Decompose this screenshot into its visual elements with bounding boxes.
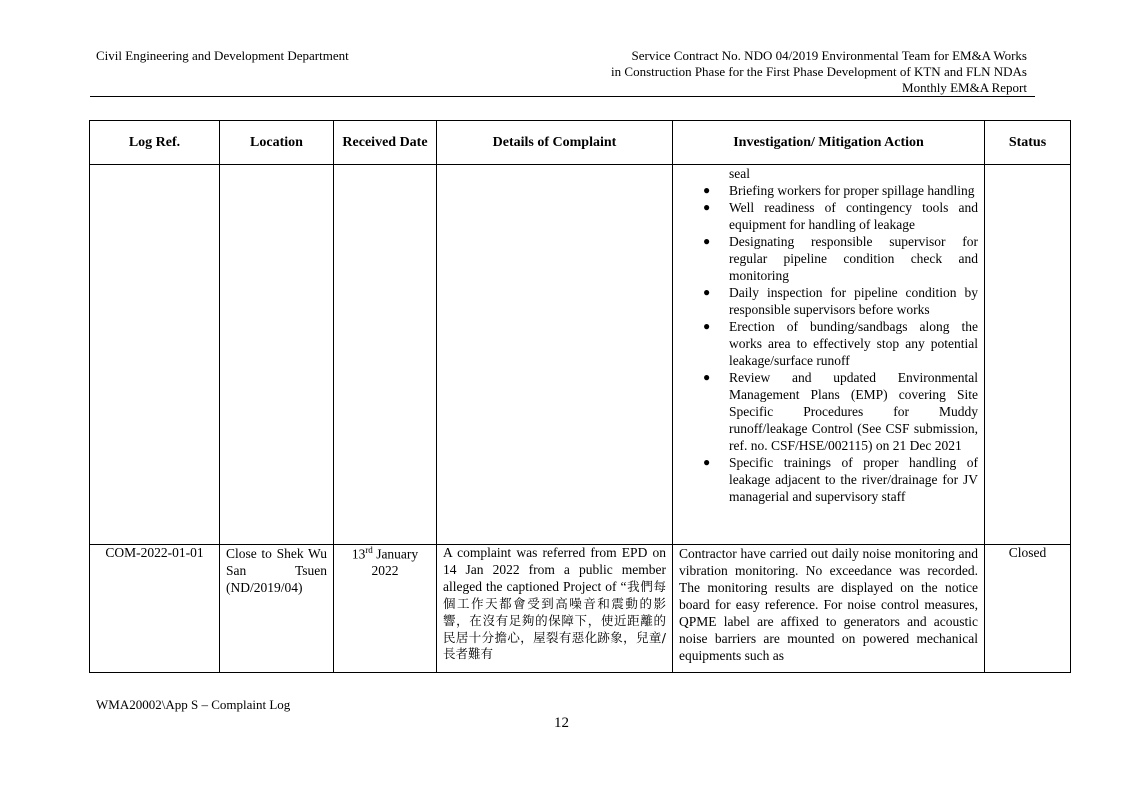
page-number: 12	[554, 715, 569, 731]
col-header-log-ref: Log Ref.	[90, 121, 220, 165]
list-item: ● Erection of bunding/sandbags along the works area to effectively stop any potential leakage/surface runoff	[703, 319, 978, 368]
list-item: ● Briefing workers for proper spillage handling	[703, 183, 975, 198]
list-item-lead: seal	[729, 166, 750, 181]
bullet-icon: ●	[703, 370, 711, 384]
continued-actions-cell	[673, 165, 985, 545]
footer-left: WMA20002\App S – Complaint Log	[96, 697, 291, 712]
bullet-icon: ●	[703, 319, 711, 333]
bullet-icon: ●	[703, 200, 711, 214]
col-header-location: Location	[220, 121, 334, 165]
mitigation-action-list	[679, 165, 978, 505]
table-row-continued	[90, 165, 1071, 545]
header-right-line2: in Construction Phase for the First Phase Development of KTN and FLN NDAs	[611, 64, 1027, 79]
col-header-details: Details of Complaint	[437, 121, 673, 165]
header-right-line3: Monthly EM&A Report	[902, 80, 1027, 95]
list-item: ● Review and updated Environmental Management Plans (EMP) covering Site Specific Procedures for Muddy runoff/leakage Control (See CSF submission, ref. no. CSF/HSE/002115) on 21 Dec 2021	[703, 370, 978, 453]
col-header-investigation: Investigation/ Mitigation Action	[673, 121, 985, 165]
bullet-icon: ●	[703, 285, 711, 299]
list-item: ● Well readiness of contingency tools and equipment for handling of leakage	[703, 200, 978, 232]
header-right-line1: Service Contract No. NDO 04/2019 Environmental Team for EM&A Works	[631, 48, 1027, 63]
header-left: Civil Engineering and Development Department	[96, 48, 349, 63]
list-item: ● Daily inspection for pipeline condition by responsible supervisors before works	[703, 285, 978, 317]
bullet-icon: ●	[703, 234, 711, 248]
list-item: ● Specific trainings of proper handling of leakage adjacent to the river/drainage for JV managerial and supervisory staff	[703, 455, 978, 504]
cell-investigation: Contractor have carried out daily noise monitoring and vibration monitoring. No exceedance was recorded. The monitoring results are displayed on the notice board for easy reference. For noise control measures, QPME label are affixed to generators and acoustic noise barriers are mounted on powered mechanical equipments such as	[673, 545, 985, 673]
header-right	[611, 48, 1027, 96]
list-item: ● Designating responsible supervisor for regular pipeline condition check and monitoring	[703, 234, 978, 283]
bullet-icon: ●	[703, 183, 711, 197]
bullet-icon: ●	[703, 455, 711, 469]
complaint-log-table	[89, 120, 1071, 673]
col-header-status: Status	[985, 121, 1071, 165]
col-header-received-date: Received Date	[334, 121, 437, 165]
table-row	[90, 545, 1071, 673]
cell-location: Close to Shek Wu San Tsuen (ND/2019/04)	[220, 545, 334, 673]
cell-log-ref: COM-2022-01-01	[90, 545, 220, 673]
table-header-row	[90, 121, 1071, 165]
cell-received-date: 13rd January 2022	[334, 545, 437, 673]
header-rule	[90, 96, 1035, 97]
cell-details: A complaint was referred from EPD on 14 Jan 2022 from a public member alleged the captioned Project of “我們每個工作天都會受到高噪音和震動的影響，在沒有足夠的保障下，使近距離的民居十分擔心，屋裂有惡化跡象，兒童/長者難有	[437, 545, 673, 673]
cell-status: Closed	[985, 545, 1071, 673]
